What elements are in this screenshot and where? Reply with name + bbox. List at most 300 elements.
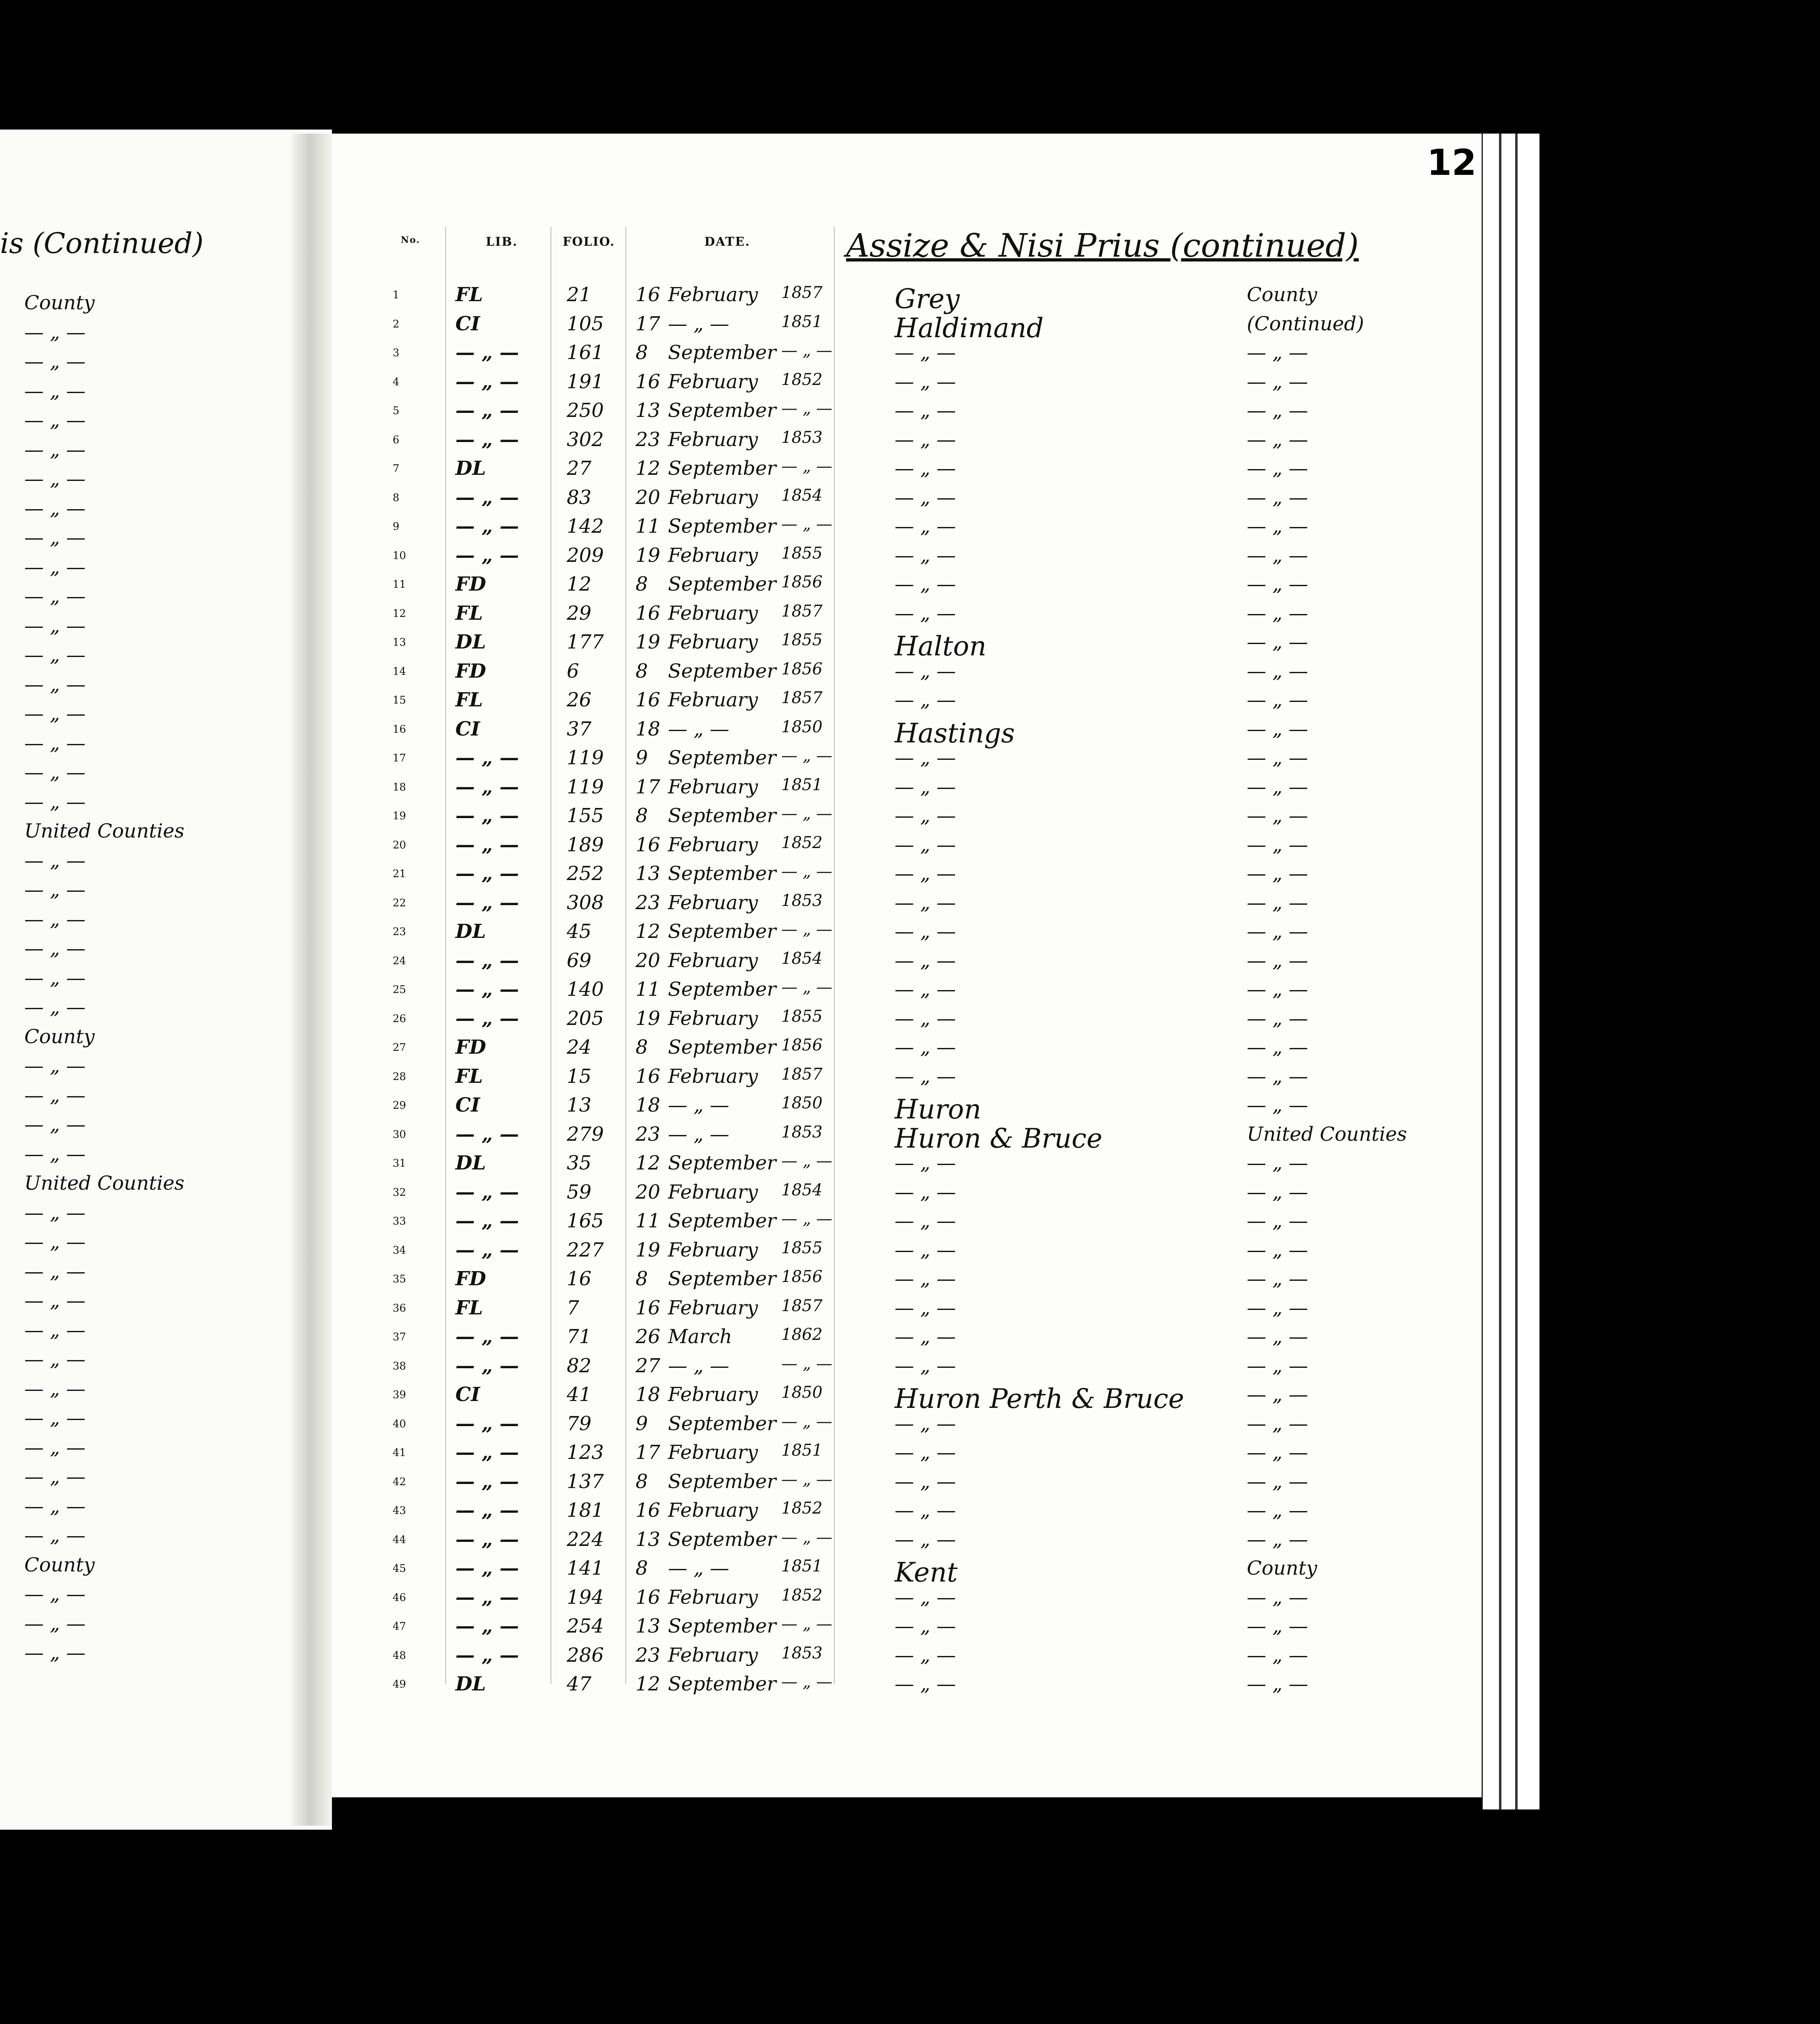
cell-county: — „ —: [1247, 1643, 1308, 1667]
cell-lib: — „ —: [455, 1615, 519, 1637]
cell-day: 8: [636, 573, 648, 595]
cell-place: Huron & Bruce: [895, 1123, 1103, 1154]
cell-year: 1857: [781, 602, 823, 621]
left-row: — „ —: [24, 585, 86, 608]
cell-month: September: [668, 1412, 776, 1435]
cell-county: — „ —: [1247, 717, 1308, 740]
cell-folio: 105: [567, 312, 604, 335]
cell-no: 32: [393, 1186, 406, 1199]
cell-no: 42: [393, 1475, 406, 1488]
left-row: — „ —: [24, 1084, 86, 1107]
left-row: — „ —: [24, 526, 86, 549]
cell-year: 1853: [781, 891, 823, 910]
cell-place: — „ —: [895, 1325, 956, 1348]
cell-month: September: [668, 659, 776, 682]
column-divider: [834, 227, 835, 1684]
cell-day: 12: [636, 457, 661, 480]
cell-folio: 224: [567, 1528, 604, 1551]
left-row: — „ —: [24, 937, 86, 960]
cell-folio: 123: [567, 1441, 604, 1464]
cell-year: 1851: [781, 1557, 823, 1575]
cell-folio: 191: [567, 370, 604, 393]
cell-county: — „ —: [1247, 1210, 1308, 1232]
cell-folio: 27: [567, 457, 592, 480]
cell-no: 19: [393, 810, 406, 822]
cell-year: — „ —: [781, 515, 833, 534]
cell-day: 13: [636, 1528, 661, 1551]
cell-day: 18: [636, 717, 661, 740]
cell-folio: 155: [567, 804, 604, 827]
left-row: — „ —: [24, 614, 86, 637]
cell-no: 35: [393, 1273, 406, 1285]
cell-folio: 137: [567, 1470, 604, 1493]
cell-month: February: [668, 1499, 758, 1522]
cell-county: — „ —: [1247, 1354, 1308, 1377]
cell-place: — „ —: [895, 1499, 956, 1522]
cell-lib: — „ —: [455, 428, 519, 451]
cell-no: 9: [393, 521, 400, 533]
cell-lib: — „ —: [455, 515, 519, 538]
cell-place: — „ —: [895, 689, 956, 711]
left-row: — „ —: [24, 1465, 86, 1488]
cell-place: — „ —: [895, 544, 956, 567]
cell-place: — „ —: [895, 1643, 956, 1667]
cell-lib: CI: [455, 1383, 480, 1406]
cell-month: September: [668, 746, 776, 769]
cell-year: — „ —: [781, 920, 833, 939]
cell-year: 1853: [781, 428, 823, 447]
cell-place: — „ —: [895, 428, 956, 451]
cell-folio: 142: [567, 515, 604, 538]
cell-place: — „ —: [895, 602, 956, 625]
cell-month: February: [668, 775, 758, 798]
left-row: — „ —: [24, 1641, 86, 1664]
cell-month: September: [668, 1528, 776, 1551]
cell-year: 1857: [781, 1065, 823, 1084]
cell-no: 33: [393, 1215, 406, 1227]
cell-year: 1850: [781, 1094, 823, 1112]
header-no: No.: [401, 235, 421, 245]
cell-month: September: [668, 862, 776, 885]
cell-lib: — „ —: [455, 1354, 519, 1377]
cell-county: — „ —: [1247, 457, 1308, 480]
left-row: — „ —: [24, 731, 86, 755]
cell-day: 8: [636, 804, 648, 827]
cell-day: 12: [636, 1673, 661, 1695]
cell-folio: 161: [567, 341, 604, 364]
cell-month: September: [668, 978, 776, 1001]
cell-month: February: [668, 1180, 758, 1203]
left-row: — „ —: [24, 908, 86, 931]
cell-day: 9: [636, 746, 648, 769]
left-row: — „ —: [24, 673, 86, 696]
left-row: — „ —: [24, 468, 86, 490]
cell-day: 12: [636, 1152, 661, 1174]
cell-month: February: [668, 428, 758, 451]
cell-county: — „ —: [1247, 1586, 1308, 1609]
cell-day: 23: [636, 891, 661, 914]
cell-folio: 82: [567, 1354, 592, 1377]
cell-day: 23: [636, 428, 661, 451]
cell-no: 7: [393, 463, 400, 475]
cell-month: September: [668, 1036, 776, 1059]
cell-place: — „ —: [895, 891, 956, 914]
cell-folio: 165: [567, 1210, 604, 1232]
cell-folio: 45: [567, 920, 592, 943]
cell-month: February: [668, 1586, 758, 1609]
cell-county: — „ —: [1247, 1007, 1308, 1030]
cell-no: 4: [393, 376, 400, 388]
cell-folio: 227: [567, 1238, 604, 1261]
left-row: County: [24, 291, 95, 314]
cell-day: 16: [636, 1586, 661, 1609]
cell-folio: 83: [567, 486, 592, 509]
cell-place: — „ —: [895, 1267, 956, 1290]
cell-place: — „ —: [895, 1210, 956, 1232]
cell-folio: 119: [567, 746, 604, 769]
cell-place: — „ —: [895, 775, 956, 798]
cell-day: 23: [636, 1123, 661, 1146]
cell-day: 20: [636, 949, 661, 972]
left-row: — „ —: [24, 1583, 86, 1605]
cell-year: — „ —: [781, 1528, 833, 1547]
cell-county: — „ —: [1247, 573, 1308, 595]
cell-county: — „ —: [1247, 1267, 1308, 1290]
cell-folio: 15: [567, 1065, 592, 1088]
cell-folio: 24: [567, 1036, 592, 1059]
cell-no: 15: [393, 694, 406, 706]
left-row: — „ —: [24, 1113, 86, 1136]
cell-year: — „ —: [781, 1470, 833, 1489]
cell-lib: — „ —: [455, 1470, 519, 1493]
cell-place: Huron Perth & Bruce: [895, 1383, 1184, 1414]
cell-day: 13: [636, 399, 661, 422]
cell-year: 1856: [781, 1036, 823, 1055]
cell-year: — „ —: [781, 341, 833, 360]
cell-county: — „ —: [1247, 891, 1308, 914]
cell-year: 1855: [781, 544, 823, 563]
cell-county: (Continued): [1247, 312, 1364, 335]
left-row: — „ —: [24, 1524, 86, 1547]
cell-year: 1855: [781, 1007, 823, 1026]
cell-year: 1851: [781, 775, 823, 794]
cell-day: 19: [636, 631, 661, 653]
cell-no: 11: [393, 578, 406, 591]
cell-year: 1855: [781, 631, 823, 649]
cell-lib: FL: [455, 1065, 483, 1088]
left-row: — „ —: [24, 878, 86, 901]
cell-place: — „ —: [895, 486, 956, 509]
left-row: — „ —: [24, 321, 86, 344]
cell-no: 18: [393, 781, 406, 793]
cell-no: 16: [393, 723, 406, 736]
cell-lib: — „ —: [455, 746, 519, 769]
cell-place: — „ —: [895, 399, 956, 422]
cell-folio: 37: [567, 717, 592, 740]
cell-lib: — „ —: [455, 1123, 519, 1146]
cell-lib: — „ —: [455, 1238, 519, 1261]
cell-folio: 209: [567, 544, 604, 567]
left-row: — „ —: [24, 379, 86, 402]
cell-no: 23: [393, 926, 406, 938]
left-row: — „ —: [24, 1407, 86, 1429]
cell-folio: 12: [567, 573, 592, 595]
cell-no: 6: [393, 434, 400, 446]
cell-year: 1857: [781, 1296, 823, 1315]
cell-place: — „ —: [895, 1673, 956, 1695]
left-row: — „ —: [24, 966, 86, 989]
cell-no: 43: [393, 1505, 406, 1517]
cell-place: — „ —: [895, 1238, 956, 1261]
left-row: — „ —: [24, 790, 86, 813]
cell-county: — „ —: [1247, 775, 1308, 798]
cell-day: 16: [636, 1499, 661, 1522]
cell-county: — „ —: [1247, 1499, 1308, 1522]
left-page-title: is (Continued): [0, 227, 204, 260]
cell-no: 25: [393, 984, 406, 996]
cell-county: — „ —: [1247, 1094, 1308, 1116]
cell-place: — „ —: [895, 1152, 956, 1174]
cell-lib: — „ —: [455, 1412, 519, 1435]
cell-county: — „ —: [1247, 1065, 1308, 1088]
cell-day: 8: [636, 1267, 648, 1290]
cell-month: September: [668, 920, 776, 943]
cell-folio: 6: [567, 659, 579, 682]
left-row: — „ —: [24, 1495, 86, 1518]
cell-day: 8: [636, 1036, 648, 1059]
cell-year: 1856: [781, 573, 823, 591]
page-number: 12: [1427, 142, 1477, 183]
cell-month: February: [668, 283, 758, 306]
cell-month: September: [668, 457, 776, 480]
cell-no: 24: [393, 955, 406, 967]
cell-place: Huron: [895, 1094, 981, 1125]
cell-county: County: [1247, 1557, 1317, 1580]
cell-month: February: [668, 486, 758, 509]
cell-place: Hastings: [895, 717, 1015, 749]
cell-place: — „ —: [895, 1296, 956, 1319]
cell-year: — „ —: [781, 1152, 833, 1170]
cell-place: — „ —: [895, 1354, 956, 1377]
cell-lib: — „ —: [455, 775, 519, 798]
cell-county: — „ —: [1247, 1470, 1308, 1493]
cell-folio: 59: [567, 1180, 592, 1203]
cell-lib: — „ —: [455, 1499, 519, 1522]
cell-month: September: [668, 573, 776, 595]
cell-no: 49: [393, 1678, 406, 1690]
left-row: — „ —: [24, 644, 86, 666]
cell-place: — „ —: [895, 746, 956, 769]
cell-year: — „ —: [781, 457, 833, 476]
cell-year: 1857: [781, 283, 823, 302]
cell-folio: 35: [567, 1152, 592, 1174]
cell-county: — „ —: [1247, 486, 1308, 509]
cell-month: September: [668, 1673, 776, 1695]
cell-folio: 140: [567, 978, 604, 1001]
cell-lib: FL: [455, 283, 483, 306]
cell-place: — „ —: [895, 804, 956, 827]
cell-day: 17: [636, 775, 661, 798]
cell-county: — „ —: [1247, 659, 1308, 682]
cell-no: 44: [393, 1533, 406, 1546]
cell-county: — „ —: [1247, 949, 1308, 972]
cell-place: — „ —: [895, 1065, 956, 1088]
left-row: — „ —: [24, 1201, 86, 1224]
cell-lib: — „ —: [455, 978, 519, 1001]
cell-lib: — „ —: [455, 862, 519, 885]
left-row: — „ —: [24, 497, 86, 520]
cell-county: — „ —: [1247, 341, 1308, 364]
header-folio: FOLIO.: [563, 235, 615, 249]
cell-no: 46: [393, 1591, 406, 1604]
cell-county: — „ —: [1247, 1412, 1308, 1435]
cell-day: 27: [636, 1354, 661, 1377]
cell-county: — „ —: [1247, 631, 1308, 653]
cell-place: — „ —: [895, 1615, 956, 1637]
cell-lib: — „ —: [455, 1643, 519, 1667]
cell-county: — „ —: [1247, 1152, 1308, 1174]
cell-year: 1854: [781, 486, 823, 505]
cell-lib: — „ —: [455, 1007, 519, 1030]
cell-folio: 279: [567, 1123, 604, 1146]
left-row: — „ —: [24, 1055, 86, 1077]
cell-year: — „ —: [781, 1615, 833, 1633]
cell-place: — „ —: [895, 949, 956, 972]
cell-year: — „ —: [781, 1673, 833, 1691]
cell-day: 26: [636, 1325, 661, 1348]
cell-lib: — „ —: [455, 1325, 519, 1348]
cell-no: 1: [393, 289, 400, 301]
cell-folio: 252: [567, 862, 604, 885]
cell-lib: — „ —: [455, 544, 519, 567]
cell-lib: — „ —: [455, 1557, 519, 1580]
cell-lib: — „ —: [455, 370, 519, 393]
cell-no: 5: [393, 405, 400, 417]
header-date: DATE.: [704, 235, 751, 249]
cell-place: — „ —: [895, 573, 956, 595]
cell-month: February: [668, 1065, 758, 1088]
left-row: — „ —: [24, 1436, 86, 1459]
cell-county: — „ —: [1247, 1615, 1308, 1637]
cell-folio: 21: [567, 283, 592, 306]
cell-month: February: [668, 1643, 758, 1667]
cell-folio: 7: [567, 1296, 579, 1319]
cell-day: 13: [636, 862, 661, 885]
cell-day: 17: [636, 312, 661, 335]
cell-month: February: [668, 631, 758, 653]
left-row: United Counties: [24, 820, 185, 842]
cell-county: — „ —: [1247, 428, 1308, 451]
cell-year: 1851: [781, 1441, 823, 1460]
cell-year: — „ —: [781, 978, 833, 997]
cell-county: — „ —: [1247, 1383, 1308, 1406]
cell-lib: — „ —: [455, 833, 519, 856]
cell-no: 38: [393, 1360, 406, 1372]
cell-county: — „ —: [1247, 1036, 1308, 1059]
cell-day: 13: [636, 1615, 661, 1637]
cell-county: — „ —: [1247, 515, 1308, 538]
cell-day: 11: [636, 515, 661, 538]
cell-lib: FL: [455, 689, 483, 711]
cell-lib: — „ —: [455, 1210, 519, 1232]
cell-lib: FL: [455, 602, 483, 625]
cell-county: — „ —: [1247, 399, 1308, 422]
left-row: — „ —: [24, 996, 86, 1018]
cell-place: Halton: [895, 631, 987, 662]
cell-day: 16: [636, 1065, 661, 1088]
cell-county: — „ —: [1247, 1673, 1308, 1695]
cell-lib: — „ —: [455, 949, 519, 972]
column-divider: [625, 227, 626, 1684]
cell-day: 11: [636, 1210, 661, 1232]
cell-county: — „ —: [1247, 544, 1308, 567]
cell-place: Haldimand: [895, 312, 1044, 344]
cell-month: February: [668, 1238, 758, 1261]
cell-county: — „ —: [1247, 920, 1308, 943]
header-lib: LIB.: [486, 235, 518, 249]
cell-year: — „ —: [781, 1354, 833, 1373]
cell-county: — „ —: [1247, 862, 1308, 885]
cell-year: 1851: [781, 312, 823, 331]
cell-lib: FD: [455, 659, 486, 682]
left-row: — „ —: [24, 1612, 86, 1635]
cell-month: September: [668, 804, 776, 827]
cell-lib: CI: [455, 312, 480, 335]
cell-place: — „ —: [895, 341, 956, 364]
cell-place: — „ —: [895, 457, 956, 480]
cell-folio: 141: [567, 1557, 604, 1580]
cell-month: September: [668, 1470, 776, 1493]
cell-folio: 69: [567, 949, 592, 972]
cell-year: 1853: [781, 1123, 823, 1142]
left-row: County: [24, 1553, 95, 1576]
cell-lib: CI: [455, 717, 480, 740]
cell-month: September: [668, 399, 776, 422]
cell-year: — „ —: [781, 746, 833, 765]
cell-no: 8: [393, 491, 400, 504]
cell-folio: 302: [567, 428, 604, 451]
cell-folio: 16: [567, 1267, 592, 1290]
cell-no: 28: [393, 1070, 406, 1083]
cell-folio: 181: [567, 1499, 604, 1522]
cell-folio: 308: [567, 891, 604, 914]
cell-folio: 29: [567, 602, 592, 625]
left-row: — „ —: [24, 1142, 86, 1165]
cell-month: February: [668, 1441, 758, 1464]
cell-county: — „ —: [1247, 978, 1308, 1001]
cell-month: February: [668, 370, 758, 393]
cell-year: 1852: [781, 1499, 823, 1518]
left-row: United Counties: [24, 1172, 185, 1195]
cell-day: 16: [636, 833, 661, 856]
cell-month: September: [668, 1615, 776, 1637]
page-edge-stack: [1482, 134, 1539, 1809]
cell-place: — „ —: [895, 1036, 956, 1059]
cell-day: 11: [636, 978, 661, 1001]
cell-month: — „ —: [668, 717, 729, 740]
cell-no: 45: [393, 1563, 406, 1575]
cell-place: — „ —: [895, 1586, 956, 1609]
cell-county: United Counties: [1247, 1123, 1407, 1146]
cell-lib: — „ —: [455, 1441, 519, 1464]
cell-no: 20: [393, 839, 406, 851]
cell-lib: FL: [455, 1296, 483, 1319]
cell-no: 17: [393, 752, 406, 764]
column-divider: [445, 227, 446, 1684]
cell-month: — „ —: [668, 1354, 729, 1377]
cell-no: 34: [393, 1244, 406, 1256]
cell-county: — „ —: [1247, 1528, 1308, 1551]
